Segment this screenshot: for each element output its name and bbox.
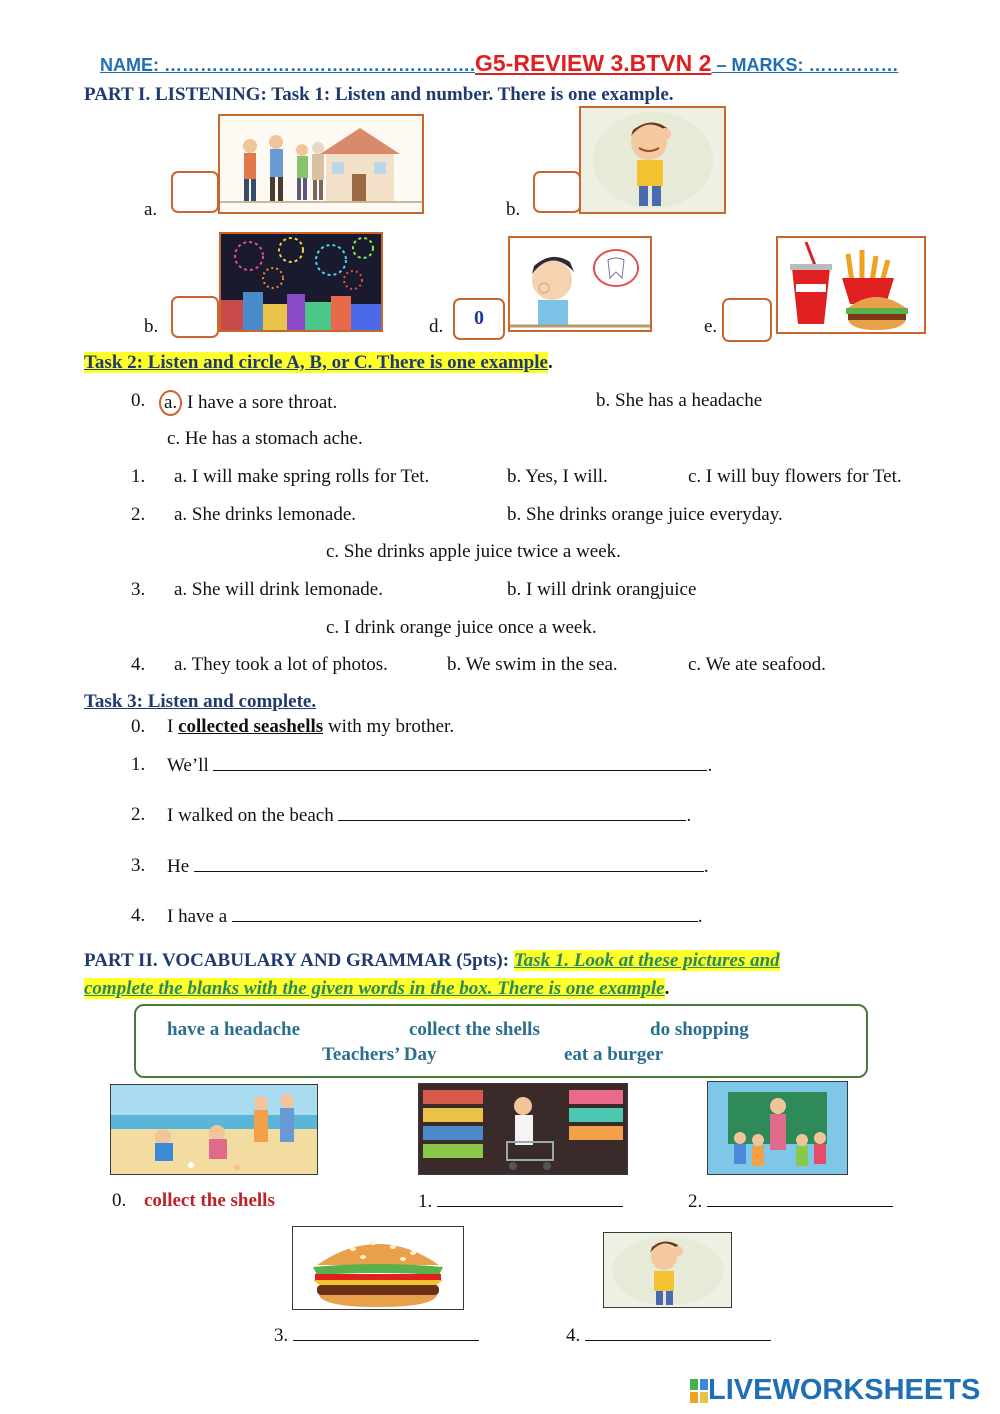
part2-q4: 4. — [566, 1324, 771, 1347]
task3-ex-num: 0. — [131, 716, 146, 737]
task2-q3-num: 3. — [131, 579, 146, 600]
task3-q4-num: 4. — [131, 905, 146, 926]
task1-letter-b2: b. — [144, 316, 159, 337]
task2-q3-option-a[interactable]: a. She will drink lemonade. — [174, 579, 383, 600]
boy-headache-image — [579, 106, 726, 214]
task2-q1-option-a[interactable]: a. I will make spring rolls for Tet. — [174, 466, 430, 487]
task1-answer-box-d[interactable] — [453, 298, 505, 340]
part2-q2-blank[interactable] — [707, 1190, 893, 1207]
task1-answer-box-b1[interactable] — [533, 171, 581, 213]
task2-q4-option-c[interactable]: c. We ate seafood. — [688, 654, 826, 675]
part2-title-line2: complete the blanks with the given words in the box. There is one example. — [84, 978, 670, 999]
liveworksheets-icon — [690, 1379, 708, 1403]
word-have-a-headache: have a headache — [167, 1019, 300, 1040]
word-box — [134, 1004, 868, 1078]
part2-q1: 1. — [418, 1190, 623, 1213]
worksheet-header — [100, 50, 898, 77]
part2-ex-num: 0. — [112, 1190, 127, 1211]
task2-q2-option-c[interactable]: c. She drinks apple juice twice a week. — [326, 541, 621, 562]
task1-answer-box-e[interactable] — [722, 298, 772, 342]
task3-q4: I have a . — [167, 906, 703, 927]
task2-q2-option-b[interactable]: b. She drinks orange juice everyday. — [507, 504, 783, 525]
liveworksheets-brand: LIVEWORKSHEETS — [708, 1374, 981, 1406]
task1-letter-d: d. — [429, 316, 444, 337]
part2-q3: 3. — [274, 1324, 479, 1347]
task2-q2-option-a[interactable]: a. She drinks lemonade. — [174, 504, 357, 525]
task1-letter-b1: b. — [506, 199, 521, 220]
task3-q2-num: 2. — [131, 804, 146, 825]
task2-title: Task 2: Listen and circle A, B, or C. There is one example. — [84, 352, 553, 373]
task3-q1-num: 1. — [131, 754, 146, 775]
task3-q4-blank[interactable] — [232, 905, 698, 922]
task3-q3-blank[interactable] — [194, 855, 704, 872]
task1-letter-a: a. — [144, 199, 158, 220]
part2-q2: 2. — [688, 1190, 893, 1213]
headache-image — [603, 1232, 732, 1308]
part2-q4-blank[interactable] — [585, 1324, 771, 1341]
family-visit-image — [218, 114, 424, 214]
task1-answer-box-a[interactable] — [171, 171, 219, 213]
burger-image — [292, 1226, 464, 1310]
part2-example-answer: collect the shells — [144, 1190, 275, 1211]
task2-q0-option-c[interactable]: c. He has a stomach ache. — [167, 428, 363, 449]
task2-q4-num: 4. — [131, 654, 146, 675]
task2-q4-option-a[interactable]: a. They took a lot of photos. — [174, 654, 388, 675]
fireworks-image — [219, 232, 383, 332]
liveworksheets-logo — [690, 1374, 980, 1406]
task2-q2-num: 2. — [131, 504, 146, 525]
task1-answer-box-b2[interactable] — [171, 296, 219, 338]
example-answer-zero: 0 — [474, 307, 484, 329]
word-teachers-day: Teachers’ Day — [322, 1044, 437, 1065]
task2-q0-option-b[interactable]: b. She has a headache — [596, 390, 763, 411]
teachers-day-image — [707, 1081, 848, 1175]
boy-toothache-image — [508, 236, 652, 332]
task3-q2-blank[interactable] — [338, 804, 686, 821]
task2-q0-num: 0. — [131, 390, 146, 411]
word-eat-a-burger: eat a burger — [564, 1044, 664, 1065]
task3-example-answer: collected seashells — [178, 716, 324, 737]
part2-q1-blank[interactable] — [437, 1190, 623, 1207]
task3-q2: I walked on the beach . — [167, 805, 692, 826]
task1-letter-e: e. — [704, 316, 718, 337]
task3-example: I collected seashells with my brother. — [167, 716, 455, 737]
task2-q1-option-c[interactable]: c. I will buy flowers for Tet. — [688, 466, 902, 487]
beach-shells-image — [110, 1084, 318, 1175]
marks-label: – MARKS: …………… — [711, 55, 899, 75]
part1-title: PART I. LISTENING: Task 1: Listen and number. There is one example. — [84, 84, 674, 105]
example-circled-answer: a. — [159, 390, 182, 416]
task2-q1-num: 1. — [131, 466, 146, 487]
task3-q3-num: 3. — [131, 855, 146, 876]
shopping-image — [418, 1083, 628, 1175]
word-collect-the-shells: collect the shells — [409, 1019, 540, 1040]
task3-q1-blank[interactable] — [213, 754, 707, 771]
part2-title-line1: PART II. VOCABULARY AND GRAMMAR (5pts): Task 1. Look at these pictures and — [84, 950, 780, 971]
fast-food-image — [776, 236, 926, 334]
task2-q4-option-b[interactable]: b. We swim in the sea. — [447, 654, 618, 675]
worksheet-title: G5-REVIEW 3.BTVN 2 — [475, 50, 712, 76]
task2-q0-option-a[interactable]: a. I have a sore throat. — [165, 390, 337, 416]
task3-q3: He . — [167, 856, 709, 877]
task2-q3-option-c[interactable]: c. I drink orange juice once a week. — [326, 617, 597, 638]
word-do-shopping: do shopping — [650, 1019, 749, 1040]
task3-q1: We’ll . — [167, 755, 713, 776]
name-label: NAME: ……………………………………………. — [100, 55, 475, 75]
part2-q3-blank[interactable] — [293, 1324, 479, 1341]
task3-title: Task 3: Listen and complete. — [84, 691, 317, 712]
task2-q1-option-b[interactable]: b. Yes, I will. — [507, 466, 608, 487]
task2-q3-option-b[interactable]: b. I will drink orangjuice — [507, 579, 697, 600]
